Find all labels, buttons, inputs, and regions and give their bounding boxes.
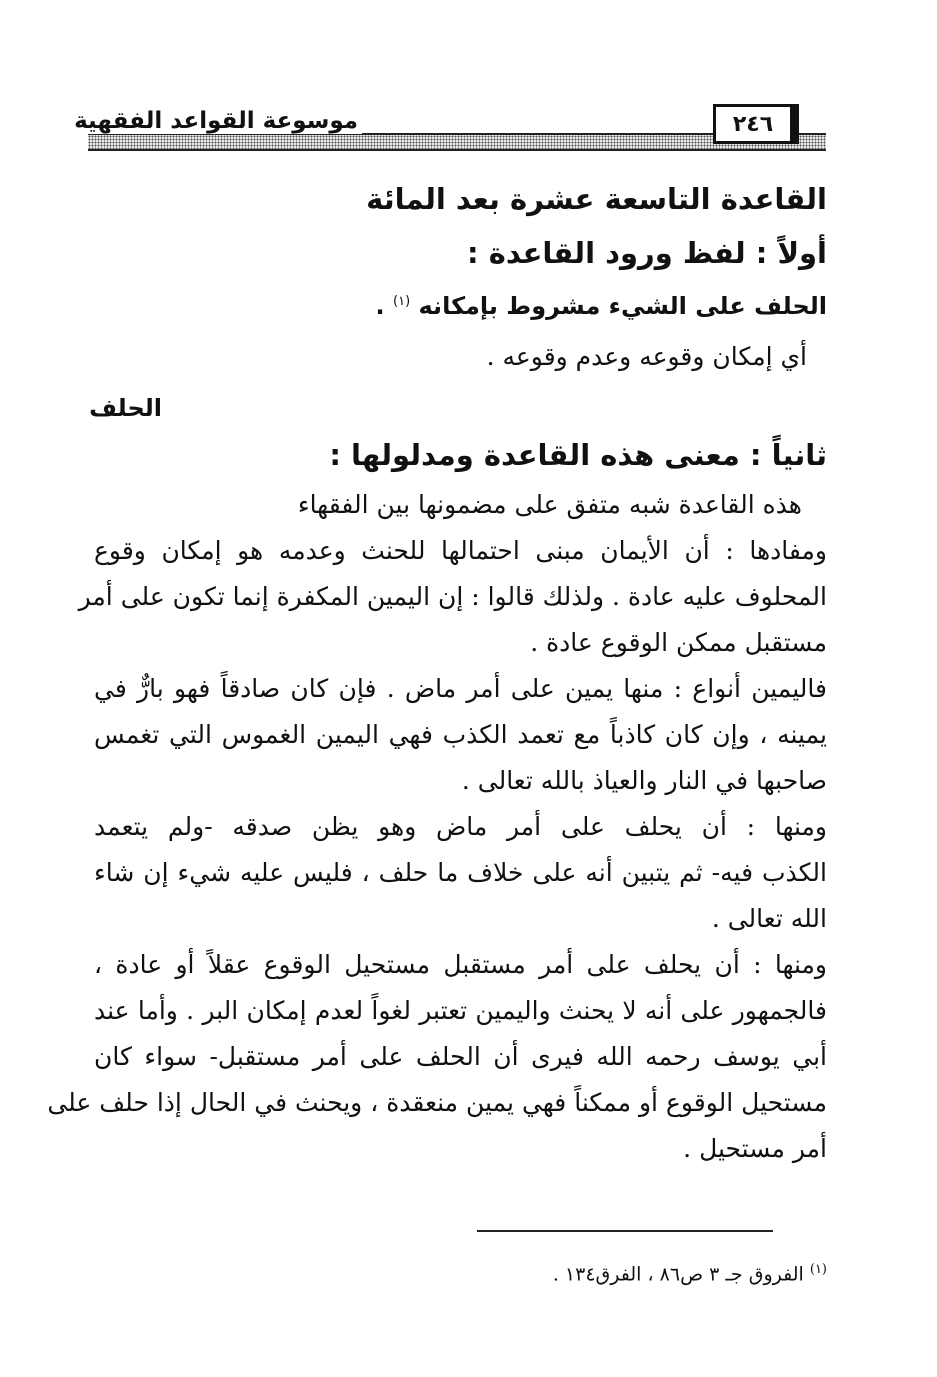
- paragraph-line: المحلوف عليه عادة . ولذلك قالوا : إن اليمين المكفرة إنما تكون على أمر: [78, 582, 827, 611]
- paragraph-line: الكذب فيه- ثم يتبين أنه على خلاف ما حلف ، فليس عليه شيء إن شاء: [94, 858, 827, 887]
- rule-statement: [376, 292, 827, 320]
- footnote-text: الفروق جـ ٣ ص٨٦ ، الفرق١٣٤ .: [552, 1263, 804, 1286]
- paragraph-line: فالجمهور على أنه لا يحنث واليمين تعتبر لغواً لعدم إمكان البر . وأما عند: [94, 996, 827, 1025]
- rule-statement-end: .: [375, 292, 385, 320]
- paragraph-line: هذه القاعدة شبه متفق على مضمونها بين الفقهاء: [297, 490, 802, 519]
- footnote-number: (١): [809, 1262, 827, 1277]
- footnote-separator: [477, 1230, 773, 1232]
- paragraph-line: الله تعالى .: [711, 904, 827, 933]
- rule-title: القاعدة التاسعة عشرة بعد المائة: [366, 182, 827, 216]
- page-number-text: ٢٤٦: [732, 111, 774, 137]
- paragraph-line: يمينه ، وإن كان كاذباً مع تعمد الكذب فهي اليمين الغموس التي تغمس: [94, 720, 827, 749]
- section2-heading: ثانياً : معنى هذه القاعدة ومدلولها :: [329, 438, 827, 472]
- explanation: أي إمكان وقوعه وعدم وقوعه .: [486, 342, 807, 371]
- paragraph-line: أمر مستحيل .: [683, 1134, 827, 1163]
- keyword-label: الحلف: [89, 394, 162, 422]
- footnote-marker: (١): [393, 294, 411, 309]
- rule-statement-text: الحلف على الشيء مشروط بإمكانه: [418, 292, 827, 320]
- section1-heading: أولاً : لفظ ورود القاعدة :: [467, 236, 827, 270]
- paragraph-line: أبي يوسف رحمه الله فيرى أن الحلف على أمر مستقبل- سواء كان: [94, 1042, 827, 1071]
- footnote: [553, 1262, 827, 1285]
- paragraph-line: مستحيل الوقوع أو ممكناً فهي يمين منعقدة ، ويحنث في الحال إذا حلف على: [47, 1088, 827, 1117]
- page-number: [713, 104, 793, 144]
- paragraph-line: ومنها : أن يحلف على أمر مستقبل مستحيل الوقوع عقلاً أو عادة ،: [94, 950, 827, 979]
- paragraph-line: مستقبل ممكن الوقوع عادة .: [530, 628, 827, 657]
- paragraph-line: ومفادها : أن الأيمان مبنى احتمالها للحنث وعدمه هو إمكان وقوع: [94, 536, 827, 565]
- paragraph-line: ومنها : أن يحلف على أمر ماض وهو يظن صدقه -ولم يتعمد: [94, 812, 827, 841]
- paragraph-line: صاحبها في النار والعياذ بالله تعالى .: [461, 766, 827, 795]
- book-title: موسوعة القواعد الفقهية: [70, 108, 362, 134]
- paragraph-line: فاليمين أنواع : منها يمين على أمر ماض . فإن كان صادقاً فهو بارٌّ في: [94, 674, 827, 703]
